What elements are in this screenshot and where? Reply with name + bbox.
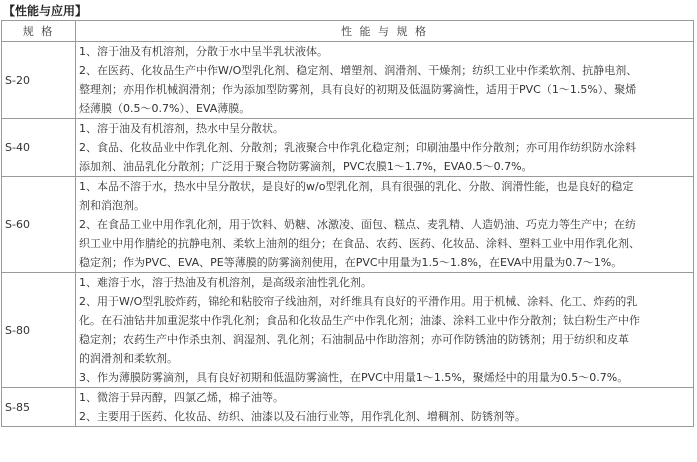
description-line: 烃薄膜（0.5～0.7%）、EVA薄膜。 bbox=[79, 102, 251, 115]
description-line: 1、溶于油及有机溶剂，热水中呈分散状。 bbox=[79, 122, 284, 135]
description-line: 2、在医药、化妆品生产中作W/O型乳化剂、稳定剂、增塑剂、润滑剂、干燥剂；纺织工业中作柔软剂、抗静电剂、 bbox=[79, 64, 638, 77]
description-cell bbox=[76, 42, 694, 119]
description-cell bbox=[76, 273, 694, 388]
description-line: 1、微溶于异丙醇，四氯乙烯，棉子油等。 bbox=[79, 391, 284, 404]
description-line: 2、在食品工业中用作乳化剂，用于饮料、奶糖、冰激凌、面包、糕点、麦乳精、人造奶油、巧克力等生产中；在纺 bbox=[79, 218, 636, 231]
header-model: 规 格 bbox=[2, 21, 76, 42]
description-line: 1、难溶于水，溶于热油及有机溶剂，是高级亲油性乳化剂。 bbox=[79, 276, 372, 289]
description-line: 2、主要用于医药、化妆品、纺织、油漆以及石油行业等，用作乳化剂、增稠剂、防锈剂等。 bbox=[79, 410, 526, 423]
description-line: 稳定剂；农药生产中作杀虫剂、润湿剂、乳化剂；石油制品中作助溶剂；亦可作防锈油的防锈剂；用于纺织和皮革 bbox=[79, 333, 629, 346]
description-line: 2、食品、化妆品业中作乳化剂、分散剂；乳液聚合中作乳化稳定剂；印刷油墨中作分散剂；亦可用作纺织防水涂料 bbox=[79, 141, 636, 154]
table-row bbox=[2, 273, 694, 388]
model-cell: S-20 bbox=[2, 42, 76, 119]
model-cell: S-60 bbox=[2, 177, 76, 273]
description-line: 化。在石油钻井加重泥浆中作乳化剂；食品和化妆品生产中作乳化剂；油漆、涂料工业中作分散剂；钛白粉生产中作 bbox=[79, 314, 640, 327]
description-cell bbox=[76, 388, 694, 427]
description-line: 3、作为薄膜防雾滴剂，具有良好初期和低温防雾滴性，在PVC中用量1～1.5%，聚烯烃中的用量为0.5～0.7%。 bbox=[79, 371, 629, 384]
description-cell bbox=[76, 119, 694, 177]
table-row bbox=[2, 42, 694, 119]
table-row bbox=[2, 177, 694, 273]
description-line: 稳定剂；作为PVC、EVA、PE等薄膜的防雾滴剂使用，在PVC中用量为1.5～1.8%，在EVA中用量为0.7～1%。 bbox=[79, 256, 623, 269]
model-cell: S-40 bbox=[2, 119, 76, 177]
model-cell: S-85 bbox=[2, 388, 76, 427]
table-header-row bbox=[2, 21, 694, 42]
table-row bbox=[2, 119, 694, 177]
model-cell: S-80 bbox=[2, 273, 76, 388]
description-line: 2、用于W/O型乳胶炸药，锦纶和粘胶帘子线油剂，对纤维具有良好的平滑作用。用于机械、涂料、化工、炸药的乳 bbox=[79, 295, 638, 308]
description-line: 1、溶于油及有机溶剂，分散于水中呈半乳状液体。 bbox=[79, 45, 328, 58]
header-description: 性 能 与 规 格 bbox=[76, 21, 694, 42]
section-title: 【性能与应用】 bbox=[3, 4, 88, 18]
description-line: 织工业中用作腈纶的抗静电剂、柔软上油剂的组分；在食品、农药、医药、化妆品、涂料、塑料工业中用作乳化剂、 bbox=[79, 237, 640, 250]
description-line: 的润滑剂和柔软剂。 bbox=[79, 352, 178, 365]
description-line: 整理剂；亦用作机械润滑剂；作为添加型防雾剂，具有良好的初期及低温防雾滴性，适用于PVC（1～1.5%）、聚烯 bbox=[79, 83, 637, 96]
description-line: 添加剂、油品乳化分散剂；广泛用于聚合物防雾滴剂，PVC农膜1～1.7%，EVA0.5～0.7%。 bbox=[79, 160, 533, 173]
table-row bbox=[2, 388, 694, 427]
description-line: 剂和消泡剂。 bbox=[79, 199, 145, 212]
spec-table bbox=[1, 20, 694, 427]
description-cell bbox=[76, 177, 694, 273]
description-line: 1、本品不溶于水，热水中呈分散状，是良好的w/o型乳化剂，具有很强的乳化、分散、润滑性能，也是良好的稳定 bbox=[79, 180, 634, 193]
